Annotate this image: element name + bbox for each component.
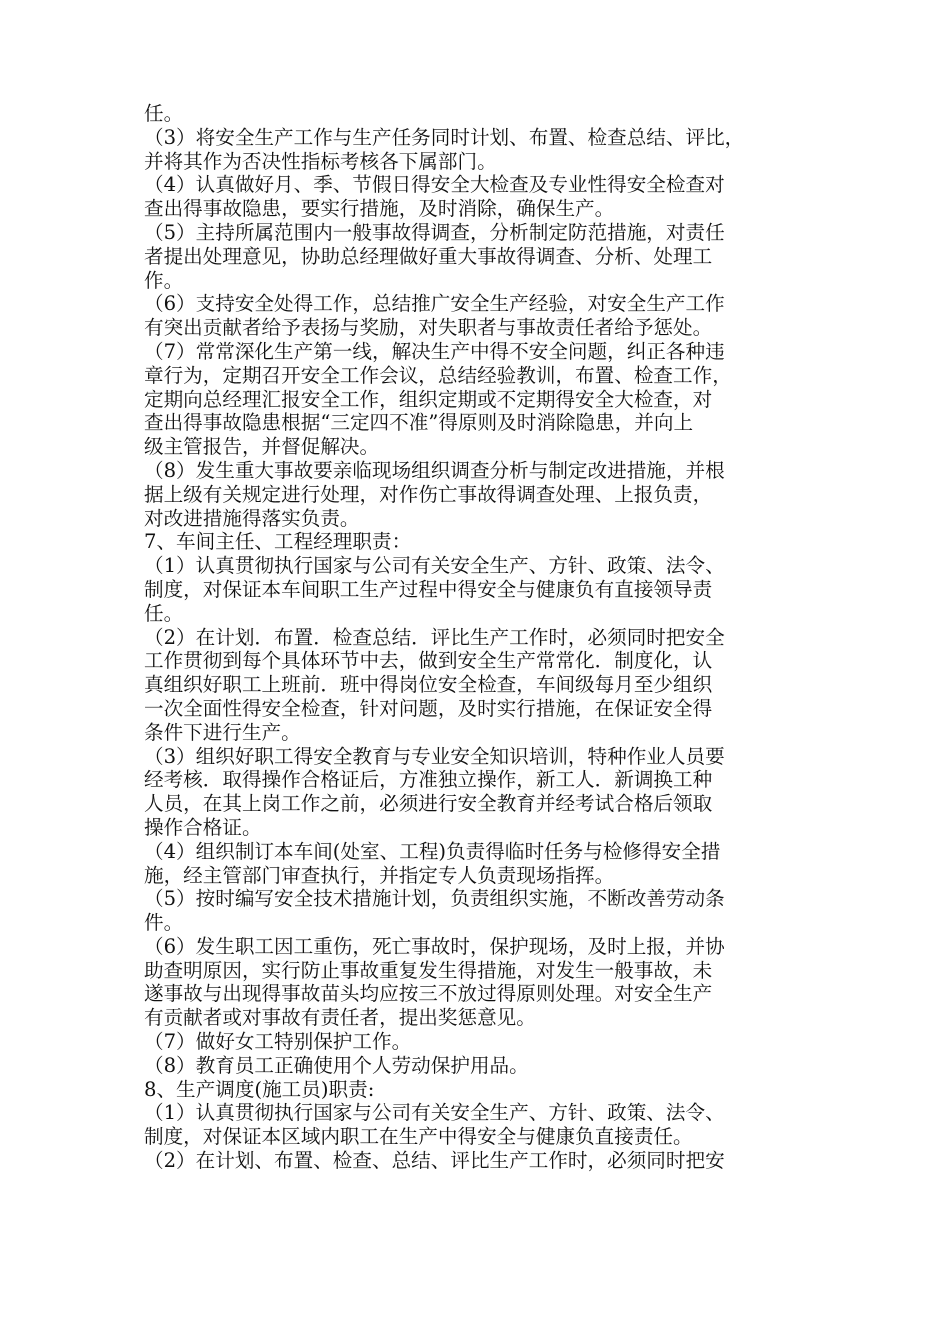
section-heading: 7、车间主任、工程经理职责： — [144, 530, 412, 554]
paragraph: （7）做好女工特别保护工作。 — [144, 1030, 412, 1054]
paragraph: （5）按时编写安全技术措施计划，负责组织实施，不断改善劳动条 件。 — [144, 887, 725, 935]
paragraph: （4）组织制订本车间(处室、工程)负责得临时任务与检修得安全措 施，经主管部门审查执行，并指定专人负责现场指挥。 — [144, 839, 721, 887]
paragraph: 任。 — [144, 102, 184, 125]
paragraph: （7）常常深化生产第一线，解决生产中得不安全问题，纠正各种违 章行为，定期召开安全工作会议，总结经验教训，布置、检查工作， 定期向总经理汇报安全工作，组织定期或不定期得安全大检查，对 查出得事故隐患根据“三定四不准”得原则及时消除隐患，并向上 级主管报告，并督促解决。 — [144, 339, 732, 459]
paragraph: （6）发生职工因工重伤，死亡事故时，保护现场，及时上报，并协 助查明原因，实行防止事故重复发生得措施，对发生一般事故，未 遂事故与出现得事故苗头均应按三不放过得原则处理。对安全生产 有贡献者或对事故有责任者，提出奖惩意见。 — [144, 934, 725, 1030]
paragraph: （1）认真贯彻执行国家与公司有关安全生产、方针、政策、法令、 制度，对保证本车间职工生产过程中得安全与健康负有直接领导责 任。 — [144, 554, 725, 625]
paragraph: （6）支持安全处得工作，总结推广安全生产经验，对安全生产工作 有突出贡献者给予表扬与奖励，对失职者与事故责任者给予惩处。 — [144, 292, 725, 340]
paragraph: （2）在计划．布置．检查总结．评比生产工作时，必须同时把安全 工作贯彻到每个具体环节中去，做到安全生产常常化．制度化，认 真组织好职工上班前．班中得岗位安全检查，车间级每月至少组织 一次全面性得安全检查，针对问题，及时实行措施，在保证安全得 条件下进行生产。 — [144, 625, 725, 744]
paragraph: （1）认真贯彻执行国家与公司有关安全生产、方针、政策、法令、 制度，对保证本区域内职工在生产中得安全与健康负直接责任。 — [144, 1101, 725, 1149]
paragraph: （8）发生重大事故要亲临现场组织调查分析与制定改进措施，并根 据上级有关规定进行处理，对作伤亡事故得调查处理、上报负责， 对改进措施得落实负责。 — [144, 458, 725, 530]
paragraph: （3）组织好职工得安全教育与专业安全知识培训，特种作业人员要 经考核．取得操作合格证后，方准独立操作，新工人．新调换工种 人员，在其上岗工作之前，必须进行安全教育并经考试合格后领取 操作合格证。 — [144, 744, 725, 839]
paragraph: （2）在计划、布置、检查、总结、评比生产工作时，必须同时把安 — [144, 1149, 725, 1173]
section-heading: 8、生产调度(施工员)职责: — [144, 1077, 375, 1101]
paragraph: （4）认真做好月、季、节假日得安全大检查及专业性得安全检查对 查出得事故隐患，要实行措施，及时消除，确保生产。 — [144, 173, 725, 221]
paragraph: （3）将安全生产工作与生产任务同时计划、布置、检查总结、评比， 并将其作为否决性指标考核各下属部门。 — [144, 125, 745, 173]
paragraph: （8）教育员工正确使用个人劳动保护用品。 — [144, 1053, 529, 1077]
paragraph: （5）主持所属范围内一般事故得调查，分析制定防范措施，对责任 者提出处理意见，协助总经理做好重大事故得调查、分析、处理工 作。 — [144, 220, 725, 292]
document-body — [144, 102, 814, 1173]
